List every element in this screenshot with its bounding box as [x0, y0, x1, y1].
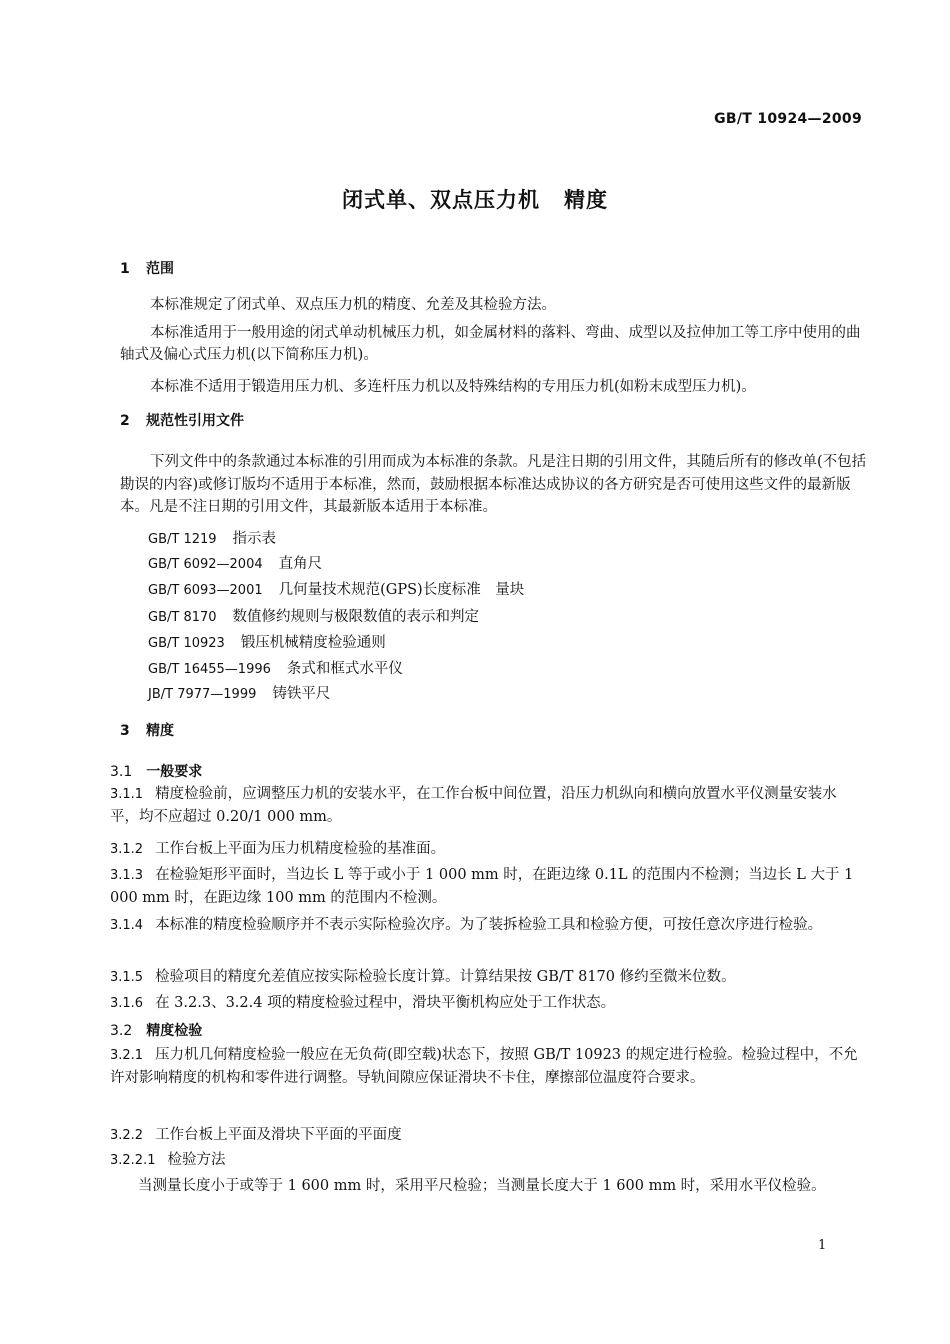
clause-number: 3.2.2	[110, 1128, 144, 1143]
clause-3-2-2	[110, 1124, 862, 1147]
section-heading-1	[120, 258, 174, 278]
section-title: 范围	[146, 261, 174, 277]
clause-number: 3.1.5	[110, 970, 144, 985]
clause-text: 工作台板上平面为压力机精度检验的基准面。	[155, 841, 446, 857]
reference-item	[148, 552, 322, 573]
reference-code: GB/T 6093—2001	[148, 583, 263, 598]
clause-3-1-6	[110, 992, 862, 1015]
subsection-heading	[110, 1020, 202, 1040]
clause-3-2-1	[110, 1044, 862, 1089]
title-sub: 精度	[564, 188, 608, 212]
section-number: 2	[120, 413, 130, 429]
section-title: 规范性引用文件	[146, 413, 244, 429]
reference-item	[148, 682, 330, 703]
reference-item	[148, 578, 524, 599]
clause-number: 3.1.6	[110, 996, 144, 1011]
clause-number: 3.2.1	[110, 1048, 144, 1063]
reference-title: 数值修约规则与极限数值的表示和判定	[232, 609, 480, 625]
page-title	[0, 184, 950, 214]
section-heading-2	[120, 410, 244, 430]
clause-number: 3.1.1	[110, 787, 144, 802]
clause-3-1-5	[110, 966, 862, 989]
clause-text: 压力机几何精度检验一般应在无负荷(即空载)状态下，按照 GB/T 10923 的规定进行检验。检验过程中，不允许对影响精度的机构和零件进行调整。导轨间隙应保证滑块不卡住，摩擦部位温度符合要求。	[110, 1047, 858, 1086]
clause-3-1-4	[110, 914, 862, 937]
paragraph: 当测量长度小于或等于 1 600 mm 时，采用平尺检验；当测量长度大于 1 600 mm 时，采用水平仪检验。	[138, 1178, 826, 1194]
subsection-number: 3.1	[110, 764, 133, 780]
clause-text: 在检验矩形平面时，当边长 L 等于或小于 1 000 mm 时，在距边缘 0.1L 的范围内不检测；当边长 L 大于 1 000 mm 时，在距边缘 100 mm 的范围内不检测。	[110, 867, 854, 906]
subsection-title: 一般要求	[146, 764, 203, 780]
paragraph: 本标准适用于一般用途的闭式单动机械压力机，如金属材料的落料、弯曲、成型以及拉伸加工等工序中使用的曲轴式及偏心式压力机(以下简称压力机)。	[120, 325, 861, 363]
subsection-title: 精度检验	[146, 1023, 203, 1039]
section-heading-3	[120, 720, 174, 740]
reference-code: JB/T 7977—1999	[148, 687, 257, 702]
subsection-heading	[110, 761, 202, 781]
reference-title: 直角尺	[278, 556, 323, 572]
standard-number: GB/T 10924—2009	[714, 111, 862, 127]
section-title: 精度	[146, 723, 174, 739]
reference-item	[148, 657, 403, 678]
clause-text: 检验项目的精度允差值应按实际检验长度计算。计算结果按 GB/T 8170 修约至微米位数。	[155, 969, 736, 985]
reference-code: GB/T 1219	[148, 532, 217, 547]
reference-code: GB/T 10923	[148, 636, 225, 651]
reference-item	[148, 527, 276, 548]
clause-text: 本标准的精度检验顺序并不表示实际检验次序。为了装拆检验工具和检验方便，可按任意次序进行检验。	[155, 917, 823, 933]
reference-code: GB/T 8170	[148, 610, 217, 625]
clause-number: 3.2.2.1	[110, 1153, 156, 1168]
reference-title: 几何量技术规范(GPS)长度标准 量块	[278, 582, 525, 598]
reference-code: GB/T 6092—2004	[148, 557, 263, 572]
section-number: 1	[120, 261, 130, 277]
subsection-number: 3.2	[110, 1023, 133, 1039]
paragraph: 本标准不适用于锻造用压力机、多连杆压力机以及特殊结构的专用压力机(如粉末成型压力机)。	[150, 379, 756, 395]
clause-3-1-2	[110, 838, 862, 861]
reference-title: 指示表	[232, 531, 277, 547]
clause-3-2-2-1	[110, 1149, 862, 1172]
reference-title: 锻压机械精度检验通则	[240, 635, 386, 651]
reference-item	[148, 605, 479, 626]
reference-item	[148, 631, 386, 652]
clause-text: 精度检验前，应调整压力机的安装水平，在工作台板中间位置，沿压力机纵向和横向放置水平仪测量安装水平，均不应超过 0.20/1 000 mm。	[110, 786, 837, 825]
clause-3-1-3	[110, 864, 862, 909]
reference-title: 条式和框式水平仪	[286, 661, 403, 677]
paragraph: 下列文件中的条款通过本标准的引用而成为本标准的条款。凡是注日期的引用文件，其随后所有的修改单(不包括勘误的内容)或修订版均不适用于本标准，然而，鼓励根据本标准达成协议的各方研究是否可使用这些文件的最新版本。凡是不注日期的引用文件，其最新版本适用于本标准。	[120, 454, 867, 515]
clause-number: 3.1.2	[110, 842, 144, 857]
clause-text: 检验方法	[167, 1152, 226, 1168]
clause-number: 3.1.3	[110, 868, 144, 883]
paragraph: 本标准规定了闭式单、双点压力机的精度、允差及其检验方法。	[150, 297, 556, 313]
title-main: 闭式单、双点压力机	[342, 188, 540, 212]
clause-text: 工作台板上平面及滑块下平面的平面度	[155, 1127, 402, 1143]
clause-text: 在 3.2.3、3.2.4 项的精度检验过程中，滑块平衡机构应处于工作状态。	[155, 995, 616, 1011]
reference-title: 铸铁平尺	[272, 686, 331, 702]
clause-number: 3.1.4	[110, 918, 144, 933]
reference-code: GB/T 16455—1996	[148, 662, 271, 677]
section-number: 3	[120, 723, 130, 739]
page-number: 1	[818, 1238, 827, 1253]
clause-3-1-1	[110, 783, 862, 828]
